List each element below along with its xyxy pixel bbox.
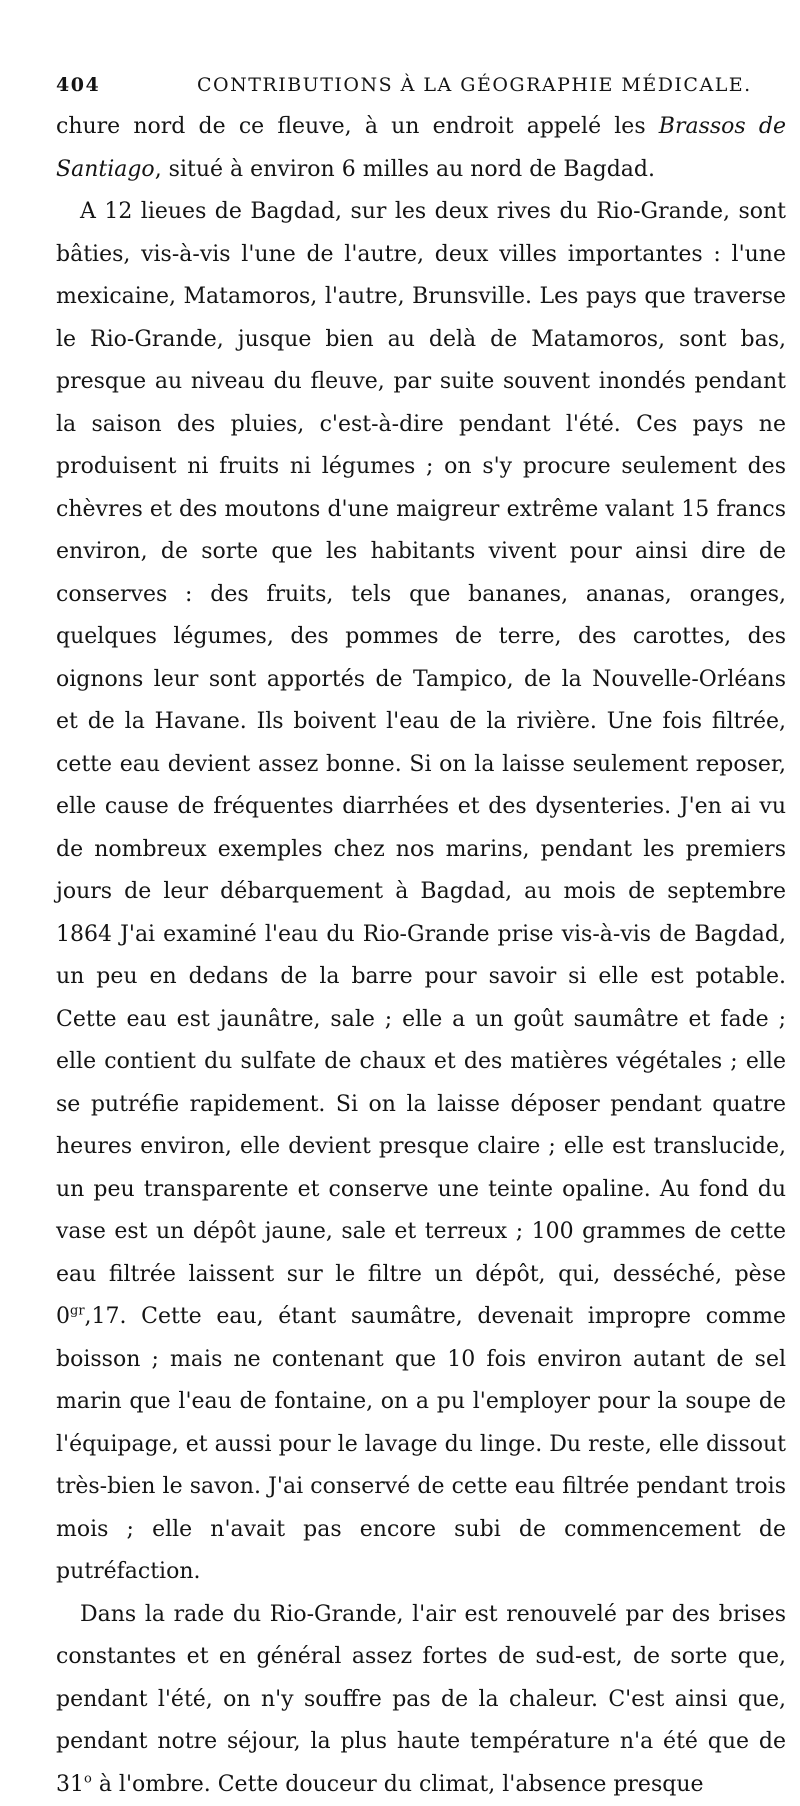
body-text [56,106,786,1806]
book-page [56,70,786,1806]
paragraph-2-text: A 12 lieues de Bagdad, sur les deux rives du Rio-Grande, sont bâties, vis-à-vis l'une de l'autre, deux villes importantes : l'une mexicaine, Matamoros, l'autre, Brunsville. Les pays que traverse le Rio-Grande, jusque bien au delà de Matamoros, sont bas, presque au niveau du fleuve, par suite souvent inondés pendant la saison des pluies, c'est-à-dire pendant l'été. Ces pays ne produisent ni fruits ni légumes ; on s'y procure seulement des chèvres et des moutons d'une maigreur extrême valant 15 francs environ, de sorte que les habitants vivent pour ainsi dire de conserves : des fruits, tels que bananes, ananas, oranges, quelques légumes, des pommes de terre, des carottes, des oignons leur sont apportés de Tampico, de la Nouvelle-Orléans et de la Havane. Ils boivent l'eau de la rivière. Une fois filtrée, cette eau devient assez bonne. Si on la laisse seulement reposer, elle cause de fréquentes diarrhées et des dysenteries. J'en ai vu de nombreux exemples chez nos marins, pendant les premiers jours de leur débarquement à Bagdad, au mois de septembre 1864 J'ai examiné l'eau du Rio-Grande prise vis-à-vis de Bagdad, un peu en dedans de la barre pour savoir si elle est potable. Cette eau est jaunâtre, sale ; elle a un goût saumâtre et fade ; elle contient du sulfate de chaux et des matières végétales ; elle se putréfie rapidement. Si on la laisse déposer pendant quatre heures environ, elle devient presque claire ; elle est translucide, un peu transparente et conserve une teinte opaline. Au fond du vase est un dépôt jaune, sale et terreux ; 100 grammes de cette eau filtrée laissent sur le filtre un dépôt, qui, desséché, pèse 0 [56,199,786,1329]
paragraph-3-text-end: à l'ombre. Cette douceur du climat, l'absence presque [92,1772,704,1797]
paragraph-3 [56,1594,786,1806]
page-number: 404 [56,74,100,96]
running-title: CONTRIBUTIONS À LA GÉOGRAPHIE MÉDICALE. [197,74,752,96]
gram-unit-superscript: gr [70,1304,85,1319]
paragraph-3-text: Dans la rade du Rio-Grande, l'air est renouvelé par des brises constantes et en général assez fortes de sud-est, de sorte que, pendant l'été, on n'y souffre pas de la chaleur. C'est ainsi que, pendant notre séjour, la plus haute température n'a été que de 31 [56,1602,786,1797]
paragraph-1-text-end: , situé à environ 6 milles au nord de Bagdad. [155,157,655,182]
degree-superscript: o [84,1771,92,1786]
place-name-italic: Brassos de Santiago [56,114,786,182]
paragraph-2-text-end: ,17. Cette eau, étant saumâtre, devenait impropre comme boisson ; mais ne contenant que 10 fois environ autant de sel marin que l'eau de fontaine, on a pu l'employer pour la soupe de l'équipage, et aussi pour le lavage du linge. Du reste, elle dissout très-bien le savon. J'ai conservé de cette eau filtrée pendant trois mois ; elle n'avait pas encore subi de commencement de putréfaction. [56,1304,786,1584]
paragraph-1-text-start: chure nord de ce fleuve, à un endroit appelé les [56,114,659,139]
running-header [56,70,786,106]
paragraph-2 [56,191,786,1594]
paragraph-1 [56,106,786,191]
